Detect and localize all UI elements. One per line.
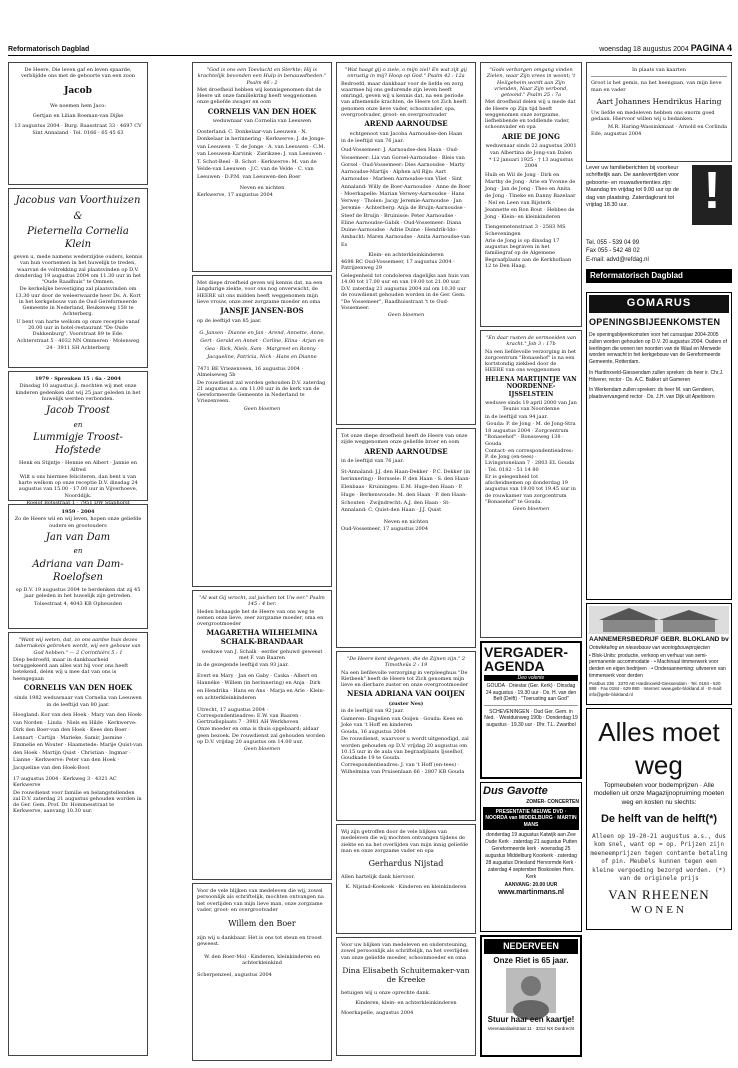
aarnoudse-intro: Bedroefd, maar dankbaar voor de liefde en zorg waarmee hij ons gedurende zijn leven heeft omringd, geven wij u kennis dat, na een periode van afnemende krachten, de Heere tot Zich heeft genomen onze lieve vader, schoonvader, opa, overgrootvader, groot- en overgrootvader	[341, 80, 467, 118]
haring-more: Uw liefde en medeleven hebben ons enorm goed gedaan. Hiervoor willen wij u bedanken.	[591, 110, 715, 123]
gavotte-start: AANVANG: 20.00 UUR	[504, 881, 558, 888]
obituary-aarnoudse-family	[336, 428, 476, 648]
thanks-den-boer	[192, 883, 332, 1061]
van-dam-and: en	[73, 547, 83, 556]
aarnoudse2-neven: Neven en nichten	[383, 519, 429, 525]
aarnoudse-quote: "Wat haagt gij o ziele, o mijn ziel! En wat zijt gij onrustig in mij? Hoop op God." Psalm 42 : 12a	[345, 67, 467, 80]
aarnoudse2-age: in de leeftijd van 76 jaar.	[341, 458, 404, 465]
ad-nederveen	[480, 935, 582, 1057]
noordenne-date: 18 augustus 2004 · Zorgcentrum "Bonasehof" · Ronsseweg 138 · Gouda	[485, 428, 569, 447]
birth-parents: Gertjan en Lilian Boeman-van Dijke	[32, 113, 124, 119]
den-boer-sign: W. den Boer-Mol · Kinderen, kleinkinderen en achterkleinkind	[204, 953, 320, 966]
den-boer-text: Voor de vele blijken van medeleven die wij, zowel persoonlijk als schriftelijk, mochten ontvangen na het overlijden van mijn lieve man, onze zorgzame vader, groot- en overgrootvader	[197, 888, 324, 913]
den-boer-more: zijn wij u dankbaar. Het is ons tot steun en troost geweest.	[197, 935, 323, 948]
aarnoudse2-intro: Tot onze diepe droefheid heeft de Heere van onze zijde weggenomen onze geliefde broer en oom	[341, 433, 468, 446]
obituary-intro: Diep bedroefd, maar in dankbaarheid teruggekeerd aan alles wat hij voor ons heeft betekend, delen wij u mee dat van ons is heengegaan	[13, 656, 129, 682]
hoek-sub: weduwnaar van Cornelia van Leeuwen	[212, 118, 312, 125]
de-jong-family: Huib en Wil de Jong · Dirk en Marthy de Jong · Arie en Yvonne de Jong · Jan de Jong · Theo en Anita de Jong · Tineke en Danny Bazelaar · Nel en Leen van Bijsterk · Jeannette en Ron Bout · Hebbeo de Jong · Klein- en kleinkinderen	[485, 172, 576, 221]
wedding-text-2: De kerkelijke bevestiging zal plaatsvinden om 13.30 uur door de weleerwaarde heer Ds. A. Kort in het kerkgebouw van de Oud Gereformeerde Gemeente in Nederland, Beukenweg 158 te Achterberg.	[15, 286, 141, 318]
anniversary-reception: Wilt u ons hiermee feliciteren, dan bent u van harte welkom op onze receptie D.V. dinsdag 24 augustus van 15.00 - 17.00 uur in Vijverhoeve, Noorddijk.	[18, 473, 138, 499]
schalk-no-flowers: Geen bloemen	[243, 746, 281, 752]
van-rheenen-terms: Alleen op 19-20-21 augustus a.s., dus kom snel, want op = op. Prijzen zijn meeneemprijzen tegen contante betaling of pin. Meubels kunnen tegen een kleine vergoeding bezorgd worden. (*) van de originele prijs	[590, 833, 728, 883]
nijstad-name: Gerhardus Nijstad	[368, 859, 444, 868]
gomarus-logo: GOMARUS	[589, 295, 729, 313]
birth-name: Jacob	[64, 85, 92, 96]
van-rheenen-brand: VAN RHEENEN	[608, 887, 710, 903]
aarnoudse-sub: echtgenoot van Jacoba Aarnoudse-den Haan	[349, 130, 463, 137]
ooijen-name: NESIA ADRIANA VAN OOIJEN	[347, 689, 465, 699]
anniversary-text: Dinsdag 10 augustus jl. mochten wij met onze kinderen gedenken dat wij 25 jaar geleden in het huwelijk werden verbonden.	[15, 383, 141, 402]
haring-name: Aart Johannes Hendrikus Haring	[596, 96, 722, 106]
obituary-van-ooijen	[336, 651, 476, 821]
ooijen-address: Correspondentieadres: J. van 't Hoff (en-tees) · Wilhelmina van Pruisenlaan 66 · 2807 KB Gouda	[341, 762, 465, 775]
agenda-gouda: GOUDA · Driestar (Ger. Kerk) · Dinsdag 24 augustus · 19.30 uur · Ds. H. van den Belt (Delft) · "Toerusting aan God"	[485, 683, 577, 702]
noordenne-age: in de leeftijd van 94 jaar.	[485, 413, 548, 420]
de-jong-quote: "Gods verborgen omgang vinden Zielen, waar Zijn vrees in woont; 't Heilgeheim wordt aan Zijn vrienden, Naar Zijn verbond, getoond." Psalm 25 : 7a	[486, 67, 576, 98]
gomarus-text: De openingsbijeenkomsten voor het cursusjaar 2004-2005 zullen worden gehouden op D.V. 20 augustus 2004. Ouders of leerlingen die wonen ten noorden van de Waal en Merwede worden verwacht in het kerkgebouw van de Gereformeerde Gemeente, Rotterdam.	[589, 332, 727, 365]
hoek-family: Oosterland: C. Donkelaar-van Leeuwen · N. Donkelaar in herinnering · Kerkwerve: J. de Jonge-van Leeuwen · T. de Jonge · A. van Leeuwen · C.M. van Leeuwen-Karvink · Zierikzee: J. van Leeuwen · T. Schot-Beel · B. Schot · Kerkwerve: M. van de Velde-van Leeuwen · J.C. van de Velde · C. van Leeuwen · D.P.M. van Leeuwen-den Boer	[197, 128, 326, 180]
aarnoudse-more-2: D.V. zaterdag 21 augustus 2004 zal om 10.30 uur de rouwdienst gehouden worden in de Ger. Gem. "De Vossemeer", Raadhuisstraat 't te Oud-Vossemeer.	[341, 286, 466, 311]
birth-announcement	[8, 62, 148, 185]
blokland-sub: Ontwikkeling en nieuwbouw van woningbouwprojecten	[589, 645, 710, 652]
anniversary-children: Henk en Stijntje · Hennie en Albert · Jannie en Alfred	[19, 460, 137, 473]
aarnoudse-name: AREND AARNOUDSE	[364, 119, 448, 128]
de-jong-name: ARIE DE JONG	[502, 131, 560, 141]
wedding-text: geven u, mede namens wederzijdse ouders, kennis van hun voornemen in het huwelijk te treden, waarvan de voltrekking zal plaatsvinden op D.V. donderdag 19 augustus 2004 om 11.30 uur in het "Oude Raadhuis" te Ommen.	[13, 254, 143, 285]
de-jong-intro: Met droefheid delen wij u mede dat de Heere op Zijn tijd heeft weggenomen onze zorgzame, liefhebbende en toddlende vader, schoonvader en opa	[485, 99, 576, 131]
agenda-sub: Deo volente	[484, 675, 578, 681]
obituary-date: 17 augustus 2004 · Kerkweg 3 · 4321 AC Kerkwerve	[13, 776, 117, 789]
schalk-sub: weduwe van J. Schalk · eerder gehuwd geweest met F. van Baaren	[201, 648, 323, 661]
birth-nickname: We noemen hem Jaco:	[50, 102, 106, 109]
van-dam-husband: Jan van Dam	[45, 531, 111, 543]
blokland-address: Postbus 236 · 3370 AE Hardinxveld-Giessendam · Tel. 0184 - 620 888 · Fax 0184 - 629 880 · Internet: www.gebr-blokland.nl · E-mail: info@gebr-blokland.nl	[589, 680, 723, 697]
column-5	[586, 62, 732, 1064]
obituary-hoek-family	[192, 62, 332, 272]
van-dam-years: 1959 · 2004	[61, 509, 95, 515]
gavotte-url: www.martinmans.nl	[498, 889, 564, 896]
de-jong-sub: weduwnaar sinds 22 augustus 2001 van Albertina de Jong-van Dalen	[485, 143, 577, 156]
den-boer-date: Scherpenzeel, augustus 2004	[197, 972, 272, 978]
ad-familieberichten	[586, 162, 732, 289]
jansen-age: op de leeftijd van 85 jaar.	[197, 317, 262, 324]
exclamation-icon: !	[692, 165, 732, 225]
haring-date: Ede, augustus 2004	[591, 130, 642, 137]
ooijen-age: in de leeftijd van 92 jaar.	[341, 708, 404, 715]
aarnoudse2-family: St-Annaland: J.J. den Haan-Dekker · P.C. Dekker (in herinnering) · Borssele: P. den Haan · S. den Haan-Elenbaas · Kruiningen: E.M. Huge-den Haan · P. Huge · Berkenwoude: M. den Haan · P. den Haan-Schouten · Zwijndrecht: A.J. den Haan · St-Annaland: C. Quist-den Haan · J.J. Quist	[341, 468, 471, 514]
aarnoudse-no-flowers: Geen bloemen	[387, 312, 425, 318]
gomarus-hardinxveld: In Hardinxveld-Giessendam zullen spreken: ds heer ir. Chr.J. Hilverer, rector · Ds. A.C. Bakker uit Gameren	[589, 369, 724, 383]
ooijen-family: Gameren: Engelien van Ooijen · Gouda: Kees en Joke van 't Hoff en kinderen	[341, 715, 463, 728]
noordenne-sub: weduwe sinds 19 april 2000 van Jan Teunis van Noordenne	[485, 400, 577, 413]
anniversary-van-dam	[8, 504, 148, 629]
van-rheenen-headline: Alles moet weg	[598, 717, 720, 780]
van-dam-wife: Adriana van Dam-Roelofsen	[32, 559, 124, 583]
birth-intro: De Heere, Die leven gaf en leven spaarde, verblijdde ons met de geboorte van een zoon	[20, 67, 136, 80]
jansen-name: JANSJE JANSEN-BOS	[220, 306, 304, 315]
ooijen-more: De rouwdienst, waarvoor u wordt uitgenodigd, zal worden gehouden op D.V. vrijdag 20 augustus om 10.15 uur in de aula van begraafplaats Ijsselhof, Goudkade 19 te Gouda.	[341, 736, 469, 761]
hoek-date: Kerkwerve, 17 augustus 2004	[197, 192, 273, 199]
wedding-and: &	[73, 210, 83, 222]
obituary-van-den-hoek	[8, 632, 148, 1056]
van-dam-more: op D.V. 19 augustus 2004 te herdenken dat zij 45 jaar geleden in het huwelijk zijn getreden.	[15, 587, 141, 600]
obituary-sub: sinds 1982 weduwnaar van Cornelia van Leeuwen	[14, 694, 142, 701]
schuitemaker-date: Moerkapelle, augustus 2004	[341, 1010, 414, 1016]
anniversary-and: en	[73, 420, 83, 429]
nederveen-headline: Onze Riet is 65 jaar.	[493, 956, 569, 966]
familieberichten-email[interactable]: E-mail: advd@refdag.nl	[586, 256, 649, 263]
van-rheenen-offer: De helft van de helft(*)	[600, 813, 718, 826]
den-boer-name: Willem den Boer	[228, 919, 296, 928]
noordenne-name: HELENA MARTIJNTJE VAN NOORDENNE-IJSSELSTEIN	[485, 375, 577, 398]
nederveen-title: NEDERVEEN	[484, 939, 578, 954]
nederveen-address: Verenaardaalstraat 11 · 3312 NX Dordrecht	[487, 1026, 575, 1032]
nijstad-more: Allen hartelijk dank hiervoor.	[341, 874, 415, 880]
van-dam-address: Tolsestraat 4, 4043 KB Opheusden	[34, 600, 122, 607]
column-1	[8, 62, 148, 1064]
schuitemaker-name: Dina Elisabeth Schuitemaker-van de Kreeke	[342, 965, 470, 985]
anniversary-wife: Lummigje Troost-Hofstede	[33, 432, 123, 456]
obituary-schalk	[192, 590, 332, 880]
aarnoudse2-date: Oud-Vossemeer, 17 augustus 2004	[341, 526, 429, 533]
ad-gavotte-concerts	[480, 782, 582, 932]
obituary-jansen-bos	[192, 275, 332, 587]
noordenne-no-flowers: Geen bloemen	[512, 506, 550, 512]
aarnoudse-grandchildren: Klein- en achterkleinkinderen	[368, 251, 444, 258]
ad-van-rheenen	[586, 708, 732, 930]
van-rheenen-text: Topmeubelen voor bodemprijzen · Alle modellen uit onze Magazijnopruiming moeten weg en kosten nu slechts:	[593, 782, 725, 806]
gomarus-title: OPENINGSBIJEENKOMSTEN	[589, 316, 721, 327]
page-label: PAGINA	[690, 43, 726, 53]
obituary-aarnoudse	[336, 62, 476, 425]
de-jong-more: Arie de Jong is op dinsdag 17 augustus begraven in het familiegraf op de Algemene Begraafplaats aan de Kerkhoflaan 12 te Den Haag.	[485, 237, 572, 269]
ad-gomarus	[586, 292, 732, 600]
jansen-no-flowers: Geen bloemen	[243, 405, 281, 412]
van-dam-text: Zo de Heere wil en wij leven, hopen onze geliefde ouders en grootouders	[14, 516, 142, 529]
hoek-quote: "God is ons een Toevlucht en Sterkte; Hij is krachtelijk bevonden een Hulp in benauwdheden." Psalm 46 : 2	[197, 67, 327, 86]
jansen-date: 7471 BE Vriezenveen, 16 augustus 2004 · Almelseweg 5b	[197, 366, 304, 379]
anniversary-address: Roelof Bötsstraat 1 · 7951 DW Staphorst	[26, 499, 130, 506]
blokland-title: AANNEMERSBEDRIJF GEBR. BLOKLAND bv	[589, 636, 729, 644]
schalk-family: Evert en Mary · Jan en Gaby · Caska · Albert en Hannéke · Willem (in herinnering) en Anja · Dirk en Hendrika · Hans en Ans · Marja en Arie · Klein- en achterkleinkinderen	[197, 672, 325, 701]
header-date: woensdag 18 augustus 2004	[599, 46, 689, 53]
gomarus-werkendam: In Werkendam zullen spreken: ds heer M. van Gendeen, plaatsvervangend rector · Ds. J.H. van Dijk uit Apeldoorn	[589, 387, 715, 400]
obituary-family: Hoogland: Kor van den Hoek · Mary van den Hoek-van Norden · Linda · Niels en Hilde · Kerkwerve: Dirk den Boer-van den Hoek · Kees den Boer · Lennart · Cartijn · Marieke, Samir, Jasmine · Emmelie en Wouter · Haamstede: Marije Quist-van den Hoek · Martijn Quist · Christian · Ingmar · Lianne · Kerkwerve: Peter van den Hoek · Jacqueline van den Hoek-Boot	[13, 712, 143, 771]
groom-name: Jacobus van Voorthuizen	[15, 195, 141, 206]
nijstad-text: Wij zijn getroffen door de vele blijken van medeleven die wij mochten ontvangen tijdens de ziekte en na het overlijden van mijn innig geliefde man en onze zorgzame vader en opa	[341, 829, 469, 854]
ad-blokland	[586, 603, 732, 705]
birth-address: 13 augustus 2004 · Burg. Baasstraat 33 · 4697 CV Sint Annaland · Tel. 0166 - 65 45 63	[14, 123, 142, 136]
house-illustration	[589, 606, 729, 634]
hoek-intro: Met droefheid hebben wij kennisgenomen dat de Heere uit onze familiekring heeft weggenomen onze geliefde zwager en oom	[197, 86, 322, 106]
bride-name: Pieternella Cornelia Klein	[27, 226, 129, 250]
noordenne-address: Contact- en correspondentieadres: P. de Jong (en-tees) · Livingstonelaan 7 · 2803 EL Gouda · Tel. 0182 - 51 14 80	[485, 447, 575, 473]
noordenne-quote: "En daar rusten de vermoeiden van kracht." Job 3 : 17b	[485, 335, 577, 348]
aarnoudse-family: Oud-Vossemeer: J. Aarnoudse-den Haan · Oud-Vossemeer: Lia van Gorsel-Aarnoudse · Bleis van Gorsel · Oud-Vossemeer: Dies Aarnoudse · Marty Aarnoudse-Martijs · Alphen a/d Rijn: Aart Aarnoudse · Marleen Aarnoudse-van Vliet · Sint Annaland: Willy de Boer-Aarnoudse · Anne de Boer · Moerkapelle: Marian Verwey-Aarnoudse · Hans Verwey · Tholen: Jacqy Jeremie-Aarnoudse · Jan Jeremie · Achterberg: Anja de Bruijn-Aarnoudse · Steef de Bruijn · Bruinisse: Peter Aarnoudse · Eline Aarnoudse-Gabik · Oud-Vossemeer: Diana Duine-Aarnoudse · Adrie Duine · Hendrik-Ido-Ambacht: Maren Aarnoudse · Anita Aarnoudse-van Es	[341, 147, 471, 248]
aarnoudse-more: Gelegenheid tot condoleren dagelijks aan huis van 14.00 tot 17.00 uur en van 19.00 tot 21.00 uur.	[341, 272, 470, 285]
obituary-van-noordenne	[480, 330, 582, 638]
obituary-age: in de leeftijd van 80 jaar.	[46, 701, 110, 708]
column-4	[480, 62, 582, 1064]
thanks-haring	[586, 62, 732, 162]
agenda-scheveningen: SCHEVENINGEN · Oud Ger. Gem. in Ned. · Westduinweg 190b · Donderdag 19 augustus · 19.30 uur · Dhr. T.L. Zwartbol	[484, 709, 578, 728]
blokland-services: • Blok-Units: productie, verkoop en verhuur van semi-permanente accommodatie · • Machinaal timmerwerk voor derden en eigen bedrijven · • Onderaanneming: uitvoeren van timmerwerk voor derden	[589, 652, 726, 679]
jansen-family: G. Jansen · Dianne en Jan · Arend, Annette, Anne, Gert · Gerald en Annet · Corline, Elina · Arjan en Gea · Rick, Niels, Sam · Margreet en Ronny · Jacqueline, Patricia, Nick · Hans en Dianne	[199, 330, 325, 360]
column-3	[336, 62, 476, 1064]
wedding-announcement	[8, 188, 148, 368]
haring-title: In plaats van kaarten	[632, 67, 686, 73]
jansen-intro: Met diepe droefheid geven wij kennis dat, na een langdurige ziekte, voor ons nog onverwacht, de HEERE uit ons midden heeft weggenomen mijn lieve vrouw, onze zeer zorgzame moeder en oma	[197, 280, 323, 305]
schuitemaker-sign: Kinderen, klein- en achterkleinkinderen	[355, 999, 457, 1006]
obituary-de-jong	[480, 62, 582, 327]
hoek-name: CORNELIS VAN DEN HOEK	[207, 106, 317, 116]
agenda-title: VERGADER- AGENDA	[484, 644, 569, 674]
wedding-address: Achterstraat 5 · 4032 NN Ommeren · Molenweg 24 · 3911 SH Achterberg	[16, 338, 140, 351]
schalk-name: MAGARETHA WILHELMINA SCHALK-BRANDAAR	[206, 628, 318, 646]
gavotte-sub: ZOMER- CONCERTEN	[526, 798, 579, 805]
schalk-age: in de gezegende leeftijd van 93 jaar.	[197, 662, 289, 669]
haring-text: Groot is het gemis, na het heengaan, van mijn lieve man en vader	[591, 80, 722, 93]
gavotte-banner: PRESENTATIE NIEUWE DVD · NOORDA van MIDDELBURG · MARTIN MANS	[483, 807, 579, 830]
anniversary-years: 1979 · Spreuken 15 : 6a · 2004	[35, 376, 121, 382]
header-date-page	[599, 43, 732, 55]
ooijen-sub: (zuster Nes)	[388, 701, 424, 707]
ooijen-date: Gouda, 16 augustus 2004	[341, 729, 406, 735]
haring-sign: M.R. Haring-Wassinkmaat · Arnold en Corlinda	[607, 123, 727, 130]
anniversary-troost	[8, 371, 148, 506]
thanks-schuitemaker	[336, 937, 476, 1056]
ooijen-quote: "De Heere kent degenen, die de Zijnen zijn." 2 Timotheüs 2 : 19	[346, 656, 466, 669]
schuitemaker-more: betuigen wij u onze oprechte dank.	[341, 989, 431, 996]
nederveen-tagline: Stuur haar een kaartje!	[487, 1015, 575, 1025]
page-header	[8, 45, 732, 56]
de-jong-dates: * 12 januari 1925 · † 13 augustus 2004	[488, 156, 574, 169]
gavotte-title: Dus Gavotte	[483, 785, 548, 797]
portrait-photo	[506, 968, 556, 1013]
thanks-nijstad	[336, 824, 476, 934]
column-2	[192, 62, 332, 1064]
familieberichten-fax: Fax 055 - 542 48 02	[586, 248, 640, 255]
familieberichten-text: Lever uw familieberichten bij voorkeur schriftelijk aan. De aanlevertijden voor geboorte- en rouwadvertenties zijn: Maandag tm vrijdag tot 9.00 uur op de dag van plaatsing. Zaterdagkrant tot vrijdag 18.30 uur.	[586, 165, 679, 209]
noordenne-more: Er is gelegenheid tot afscheidnemen op donderdag 19 augustus van 19.00 tot 19.45 uur in de rouwkamer van zorgcentrum "Bonasehof" te Gouda.	[485, 473, 576, 505]
aarnoudse-date: 4698 RC Oud-Vossemeer, 17 augustus 2004 · Patrijzenweg 29	[341, 259, 455, 272]
obituary-quote: "Want wij weten, dat, zo ons aardse huis dezes tabernakels gebroken wordt, wij een gebouw van God hebben." — 2 Corinthiërs 5 : 1	[15, 637, 141, 656]
schalk-date: Utrecht, 17 augustus 2004 · Correspondentieadres: E.W. van Baaren · Gertrudisplaats 7 · 3981 AH Werkhoven	[197, 706, 302, 725]
rd-logo: Reformatorisch Dagblad	[586, 269, 732, 283]
schuitemaker-text: Voor uw blijken van medeleven en ondersteuning, zowel persoonlijk als schriftelijk, na het overlijden van onze geliefde moeder, schoonmoeder en oma	[341, 942, 469, 961]
aarnoudse-age: in de leeftijd van 76 jaar.	[341, 138, 404, 144]
page-number: 4	[726, 43, 732, 53]
ad-vergader-agenda	[480, 641, 582, 779]
wedding-text-3: U bent van harte welkom op onze receptie vanaf 20.00 uur in hotel-restaurant "De Oude Dukkenburg", Voorstraat 89 te Ede.	[16, 318, 140, 337]
noordenne-intro: Na een liefdevolle verzorging in het zorgcentrum "Bonasehof" is na een kortstondig ziekbed door de HEERE van ons weggenomen	[485, 348, 577, 374]
schalk-more: Onze moeder en oma is thuis opgebaard; aldaar geen bezoek. De rouwdienst zal gehouden worden op D.V. vrijdag 20 augustus om 14.00 uur.	[197, 726, 325, 745]
paper-name: Reformatorisch Dagblad	[8, 46, 90, 53]
nijstad-sign: K. Nijstad-Koekoek · Kinderen en kleinkinderen	[345, 884, 467, 891]
jansen-more: De rouwdienst zal worden gehouden D.V. zaterdag 21 augustus a.s. om 11.00 uur in de kerk van de Gereformeerde Gemeente in Nederland te Vriezenveen.	[197, 379, 326, 405]
familieberichten-phone: Tel. 055 - 539 04 99	[586, 240, 640, 246]
obituary-name: CORNELIS VAN DEN HOEK	[23, 682, 133, 692]
noordenne-family: Gouda: P. de Jong · M. de Jong-Stra	[486, 420, 576, 427]
gavotte-dates: donderdag 19 augustus Katwijk aan Zee Oude Kerk · zaterdag 21 augustus Putten Gereformeerde kerk · woensdag 25 augustus Middelburg Koorkerk · zaterdag 28 augustus Driesland Hervormde Kerk · zaterdag 4 september Boskoolen Herv. Kerk	[484, 831, 578, 880]
van-rheenen-brand-2: WONEN	[631, 903, 687, 916]
obituary-more: De rouwdienst voor familie en belangstellenden zal D.V. zaterdag 21 augustus gehouden worden in de Ger. Gem. Prof. Dr. Hommesstraat te Kerkwerve, aanvang 10.30 uur.	[13, 789, 142, 815]
de-jong-address: Tiengemetenstraat 3 · 2583 MS Scheveningen	[485, 224, 566, 237]
ooijen-intro: Na een liefdevolle verzorging in verpleeghuis "De Rietbeek" heeft de Heere tot Zich genomen mijn lieve en dierbare zuster en onze overgrootmoeder	[341, 669, 469, 688]
hoek-neven: Neven en nichten	[239, 185, 285, 191]
aarnoudse2-name: AREND AARNOUDSE	[364, 446, 448, 456]
anniversary-husband: Jacob Troost	[46, 405, 110, 416]
schalk-intro: Heden behaagde het de Heere van ons weg te nemen onze lieve, zeer zorgzame moeder, oma en overgrootmoeder	[197, 608, 324, 627]
schalk-quote: "Al wat Gij wrocht, zal juichen tot Uw eer." Psalm 145 : 4 ber.	[199, 595, 325, 608]
